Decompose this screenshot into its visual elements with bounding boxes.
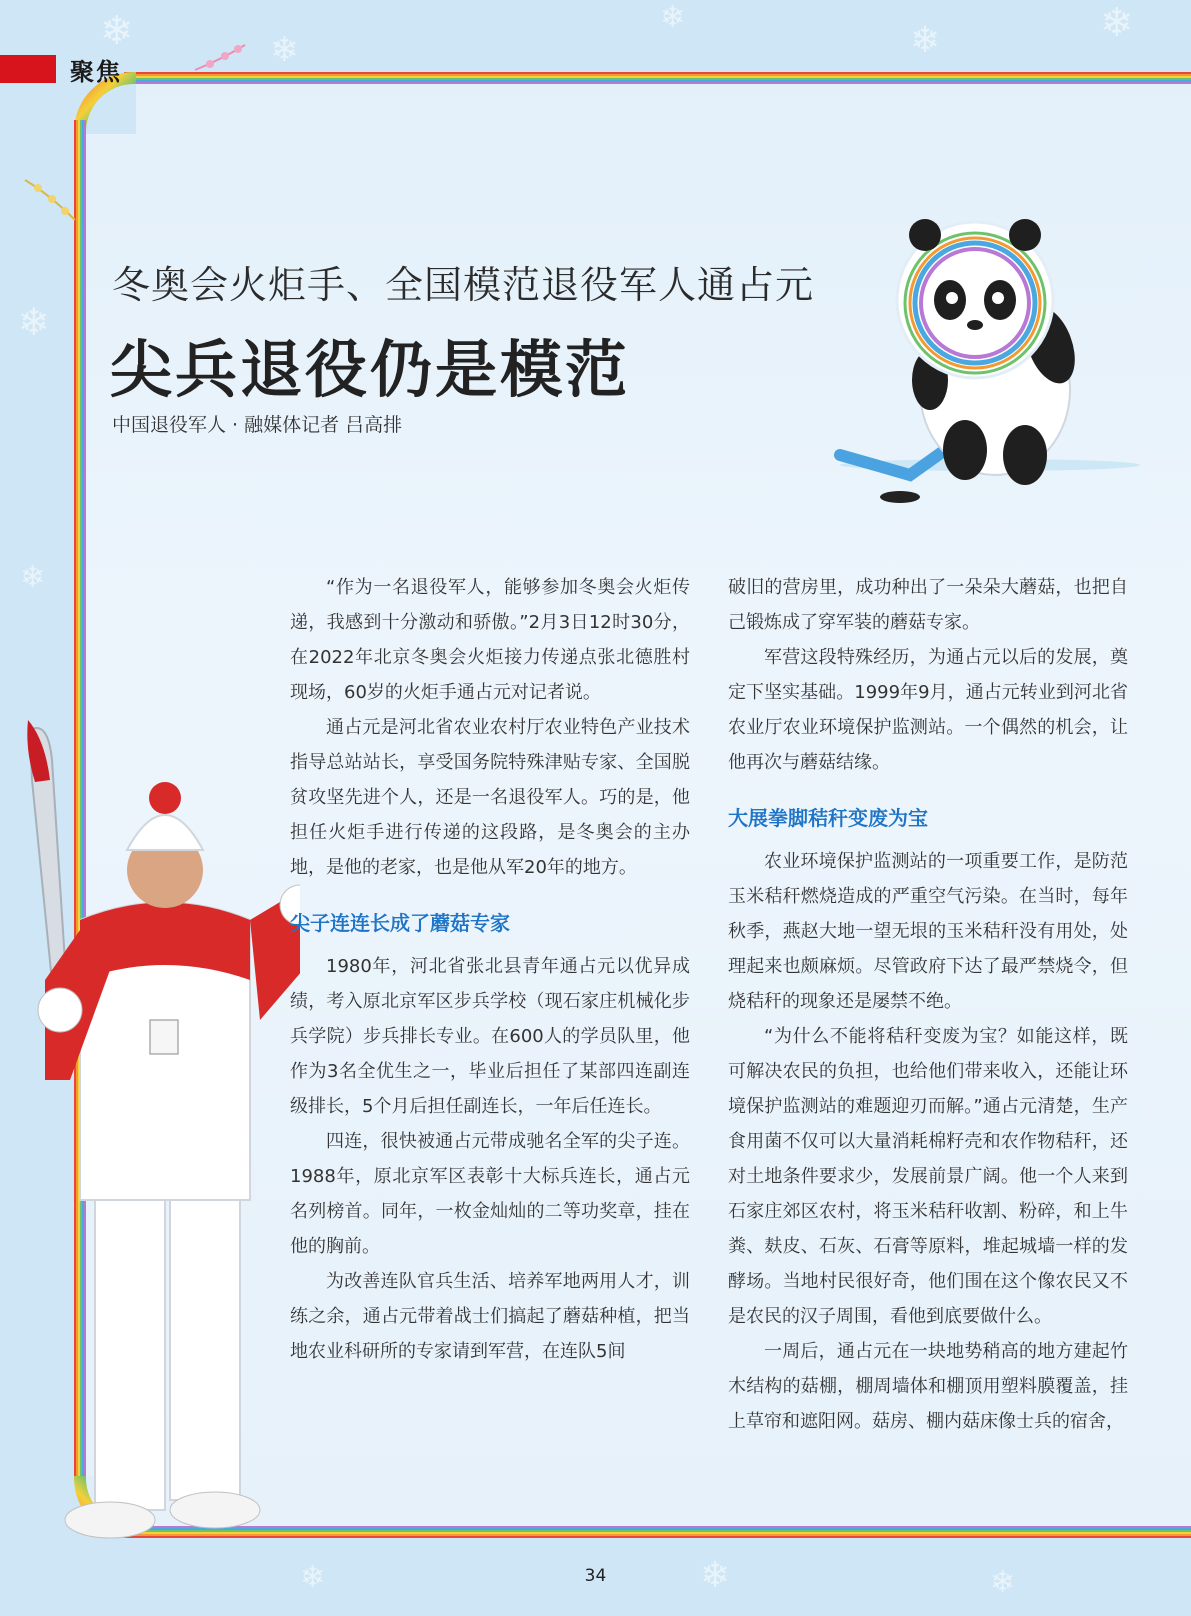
section-heading: 尖子连连长成了蘑菇专家 <box>290 911 510 935</box>
snowflake-icon: ❄ <box>20 560 46 595</box>
snowflake-icon: ❄ <box>100 8 134 54</box>
paragraph: 为改善连队官兵生活、培养军地两用人才，训练之余，通占元带着战士们搞起了蘑菇种植，把当地农业科研所的专家请到军营，在连队5间 <box>290 1271 690 1362</box>
paragraph: 1980年，河北省张北县青年通占元以优异成绩，考入原北京军区步兵学校（现石家庄机械化步兵学院）步兵排长专业。在600人的学员队里，他作为3名全优生之一，毕业后担任了某部四连副连级排长，5个月后担任副连长，一年后任连长。 <box>290 956 690 1117</box>
article-byline: 中国退役军人 · 融媒体记者 吕高排 <box>112 414 403 436</box>
paragraph: 一周后，通占元在一块地势稍高的地方建起竹木结构的菇棚，棚周墙体和棚顶用塑料膜覆盖，挂上草帘和遮阳网。菇房、棚内菇床像士兵的宿舍， <box>728 1341 1128 1432</box>
paragraph: 四连，很快被通占元带成驰名全军的尖子连。1988年，原北京军区表彰十大标兵连长，通占元名列榜首。同年，一枚金灿灿的二等功奖章，挂在他的胸前。 <box>290 1131 690 1257</box>
page-number: 34 <box>584 1566 607 1586</box>
article-column-right <box>728 570 1128 1439</box>
section-heading: 大展拳脚秸秆变废为宝 <box>728 806 928 830</box>
snowflake-icon: ❄ <box>700 1555 731 1596</box>
snowflake-icon: ❄ <box>300 1560 326 1595</box>
section-label: 聚焦 <box>70 58 122 86</box>
paragraph: 破旧的营房里，成功种出了一朵朵大蘑菇，也把自己锻炼成了穿军装的蘑菇专家。 <box>728 577 1128 633</box>
torchbearer-photo <box>0 720 300 1580</box>
article-title: 尖兵退役仍是模范 <box>110 333 631 406</box>
paragraph: 通占元是河北省农业农村厅农业特色产业技术指导总站站长，享受国务院特殊津贴专家、全国脱贫攻坚先进个人，还是一名退役军人。巧的是，他担任火炬手进行传递的这段路，是冬奥会的主办地，是他的老家，也是他从军20年的地方。 <box>290 717 690 878</box>
section-marker <box>0 55 56 83</box>
paragraph: 农业环境保护监测站的一项重要工作，是防范玉米秸秆燃烧造成的严重空气污染。在当时，每年秋季，燕赵大地一望无垠的玉米秸秆没有用处，处理起来也颇麻烦。尽管政府下达了最严禁烧令，但烧秸秆的现象还是屡禁不绝。 <box>728 851 1128 1012</box>
sprig-icon <box>190 40 250 80</box>
article-column-left <box>290 570 690 1369</box>
panda-mascot-illustration <box>820 205 1150 535</box>
snowflake-icon: ❄ <box>910 20 941 61</box>
paragraph: 军营这段特殊经历，为通占元以后的发展，奠定下坚实基础。1999年9月，通占元转业到河北省农业厅农业环境保护监测站。一个偶然的机会，让他再次与蘑菇结缘。 <box>728 647 1128 773</box>
sprig-icon <box>20 175 80 225</box>
paragraph: “为什么不能将秸秆变废为宝？如能这样，既可解决农民的负担，也给他们带来收入，还能让环境保护监测站的难题迎刃而解。”通占元清楚，生产食用菌不仅可以大量消耗棉籽壳和农作物秸秆，还对土地条件要求少，发展前景广阔。他一个人来到石家庄郊区农村，将玉米秸秆收割、粉碎，和上牛粪、麸皮、石灰、石膏等原料，堆起城墙一样的发酵场。当地村民很好奇，他们围在这个像农民又不是农民的汉子周围，看他到底要做什么。 <box>728 1026 1128 1327</box>
snowflake-icon: ❄ <box>270 30 299 70</box>
paragraph: “作为一名退役军人，能够参加冬奥会火炬传递，我感到十分激动和骄傲。”2月3日12时30分，在2022年北京冬奥会火炬接力传递点张北德胜村现场，60岁的火炬手通占元对记者说。 <box>290 577 690 703</box>
rainbow-border-top <box>124 72 1191 84</box>
snowflake-icon: ❄ <box>990 1565 1016 1600</box>
snowflake-icon: ❄ <box>1100 0 1134 46</box>
snowflake-icon: ❄ <box>18 300 50 344</box>
snowflake-icon: ❄ <box>660 0 686 35</box>
article-subtitle: 冬奥会火炬手、全国模范退役军人通占元 <box>112 263 815 307</box>
